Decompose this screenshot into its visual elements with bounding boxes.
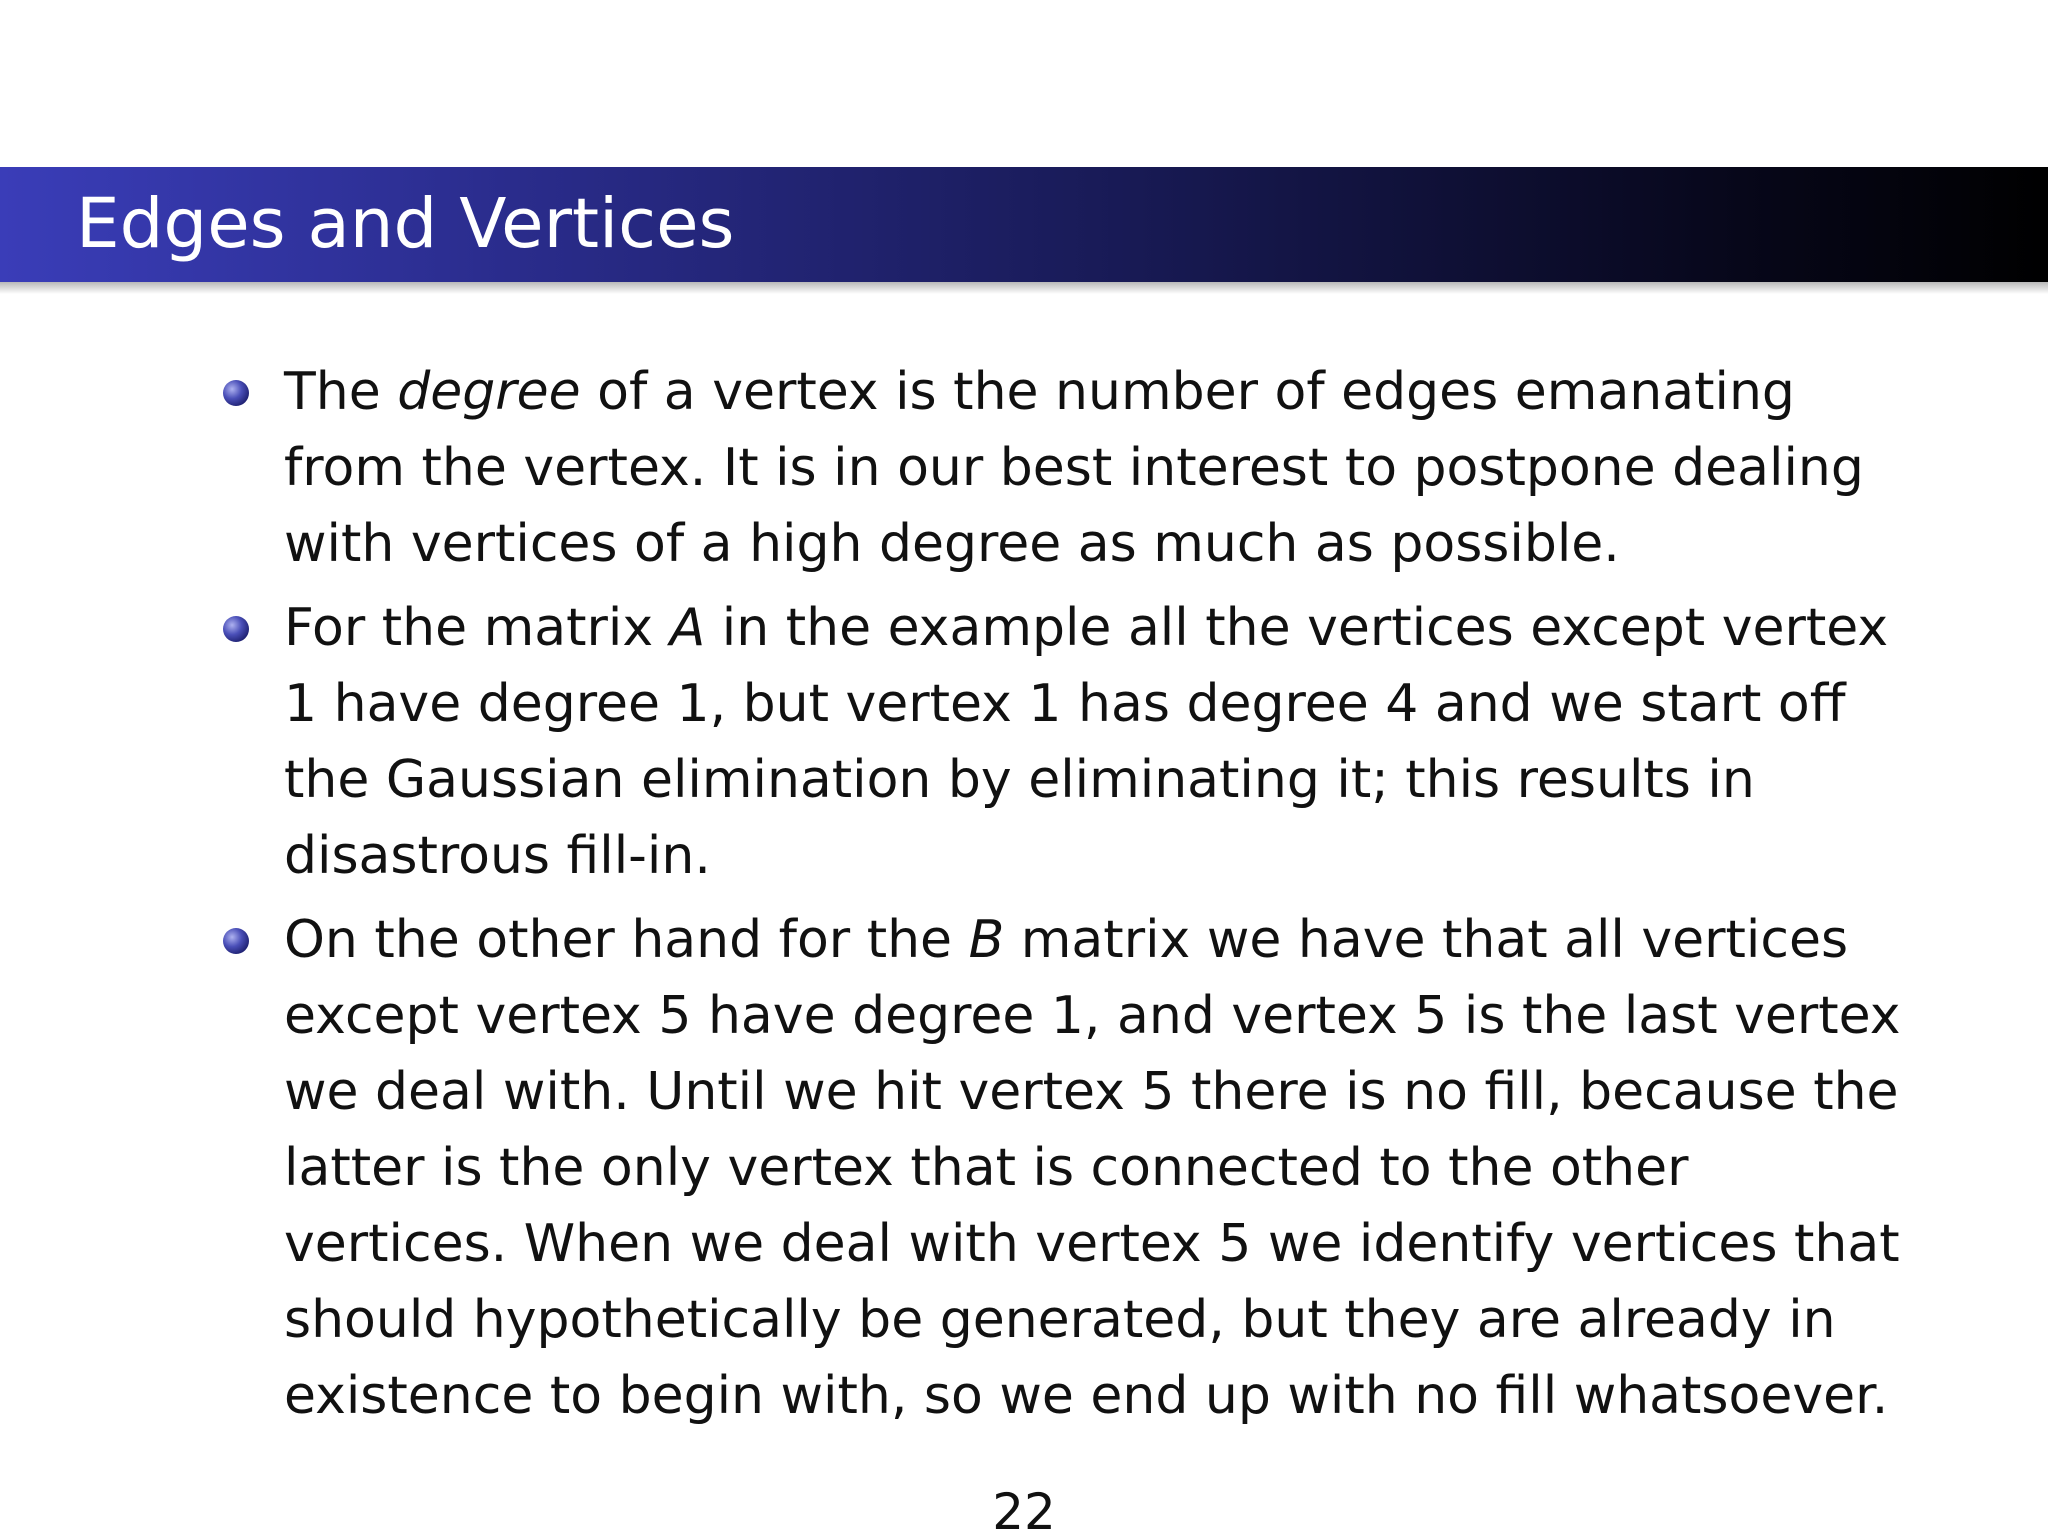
bullet-list	[218, 354, 1908, 1442]
bullet-icon	[223, 616, 249, 642]
page-number: 22	[992, 1483, 1056, 1536]
bullet-item	[218, 590, 1908, 894]
bullet-text	[284, 362, 1864, 574]
bullet-text-post: of a vertex is the number of edges emanating from the vertex. It is in our best interest to postpone dealing with vertices of a high degree as much as possible.	[284, 362, 1864, 574]
bullet-text-emphasis: A	[669, 598, 706, 658]
bullet-text-pre: The	[284, 362, 398, 422]
bullet-item	[218, 354, 1908, 582]
bullet-item	[218, 902, 1908, 1434]
bullet-text	[284, 598, 1888, 886]
bullet-text	[284, 910, 1901, 1426]
title-bar-shadow	[0, 282, 2048, 294]
bullet-text-pre: For the matrix	[284, 598, 670, 658]
bullet-text-post: matrix we have that all vertices except vertex 5 have degree 1, and vertex 5 is the last vertex we deal with. Until we hit vertex 5 there is no fill, because the latter is the only vertex that is connected to the other vertices. When we deal with vertex 5 we identify vertices that should hypothetically be generated, but they are already in existence to begin with, so we end up with no fill whatsoever.	[284, 910, 1901, 1426]
bullet-text-emphasis: B	[968, 910, 1005, 970]
bullet-text-post: in the example all the vertices except vertex 1 have degree 1, but vertex 1 has degree 4 and we start off the Gaussian elimination by eliminating it; this results in disastrous fill-in.	[284, 598, 1889, 886]
bullet-text-emphasis: degree	[397, 362, 581, 422]
bullet-text-pre: On the other hand for the	[284, 910, 969, 970]
bullet-icon	[223, 928, 249, 954]
slide-title: Edges and Vertices	[76, 184, 735, 264]
bullet-icon	[223, 380, 249, 406]
